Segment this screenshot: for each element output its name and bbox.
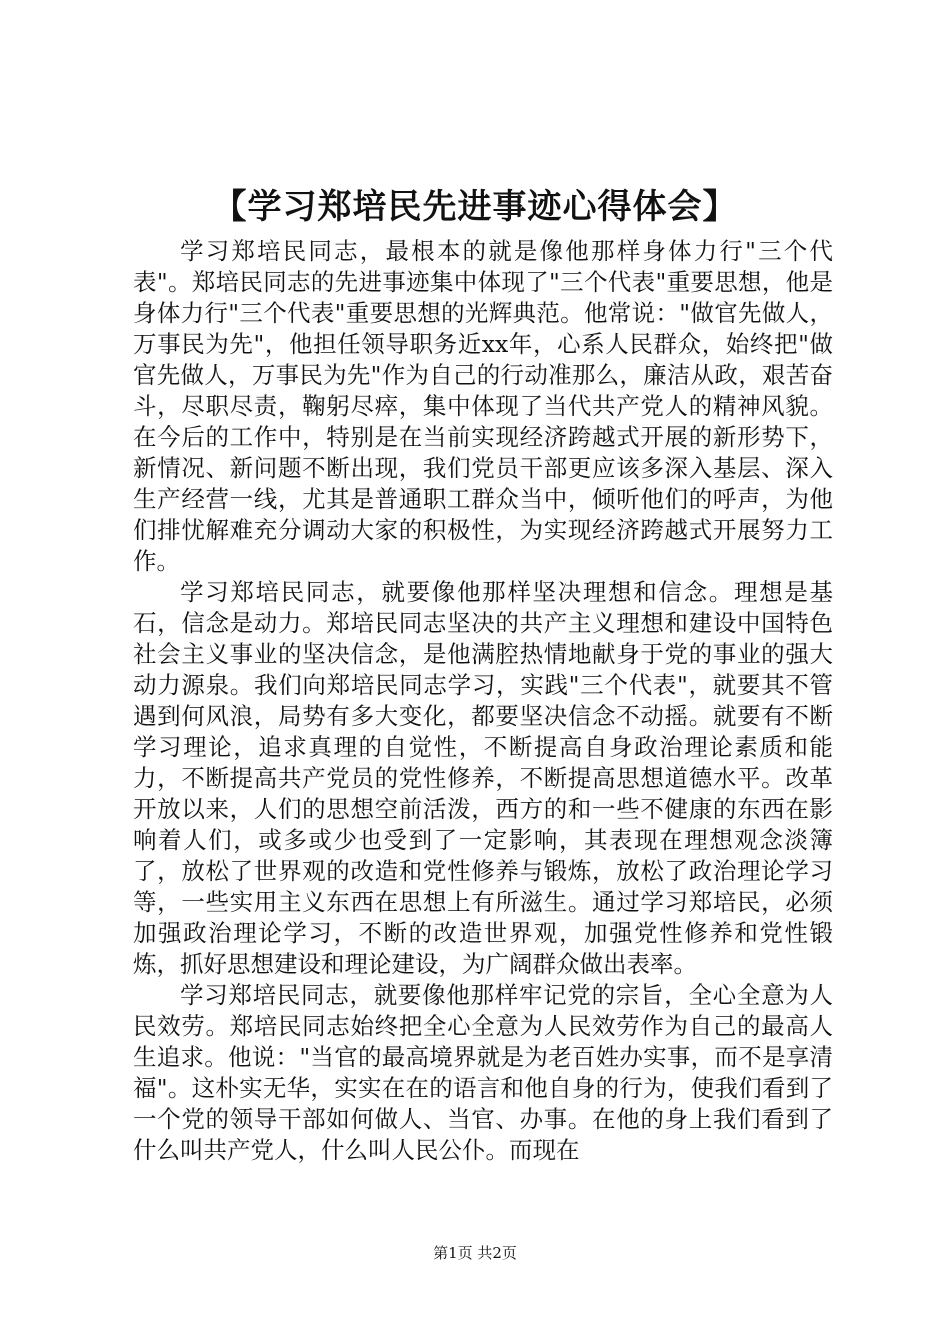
page-footer: 第1页 共2页 <box>433 1244 517 1262</box>
paragraph-2: 学习郑培民同志，就要像他那样坚决理想和信念。理想是基石，信念是动力。郑培民同志坚决的共产主义理想和建设中国特色社会主义事业的坚决信念，是他满腔热情地献身于党的事业的强大动力源泉。我们向郑培民同志学习，实践"三个代表"，就要其不管遇到何风浪，局势有多大变化，都要坚决信念不动摇。就要有不断学习理论，追求真理的自觉性，不断提高自身政治理论素质和能力，不断提高共产党员的党性修养，不断提高思想道德水平。改革开放以来，人们的思想空前活泼，西方的和一些不健康的东西在影响着人们，或多或少也受到了一定影响，其表现在理想观念淡簿了，放松了世界观的改造和党性修养与锻炼，放松了政治理论学习等，一些实用主义东西在思想上有所滋生。通过学习郑培民，必须加强政治理论学习，不断的改造世界观，加强党性修养和党性锻炼，抓好思想建设和理论建设，为广阔群众做出表率。 <box>133 578 833 978</box>
document-body <box>133 236 833 1166</box>
paragraph-1: 学习郑培民同志，最根本的就是像他那样身体力行"三个代表"。郑培民同志的先进事迹集中体现了"三个代表"重要思想，他是身体力行"三个代表"重要思想的光辉典范。他常说："做官先做人，万事民为先"，他担任领导职务近xx年，心系人民群众，始终把"做官先做人，万事民为先"作为自己的行动准那么，廉洁从政，艰苦奋斗，尽职尽责，鞠躬尽瘁，集中体现了当代共产党人的精神风貌。在今后的工作中，特别是在当前实现经济跨越式开展的新形势下，新情况、新问题不断出现，我们党员干部更应该多深入基层、深入生产经营一线，尤其是普通职工群众当中，倾听他们的呼声，为他们排忧解难充分调动大家的积极性，为实现经济跨越式开展努力工作。 <box>133 237 833 575</box>
paragraph-3: 学习郑培民同志，就要像他那样牢记党的宗旨，全心全意为人民效劳。郑培民同志始终把全心全意为人民效劳作为自己的最高人生追求。他说："当官的最高境界就是为老百姓办实事，而不是享清福"。这朴实无华，实实在在的语言和他自身的行为，使我们看到了一个党的领导干部如何做人、当官、办事。在他的身上我们看到了什么叫共产党人，什么叫人民公仆。而现在 <box>133 981 833 1164</box>
document-title: 【学习郑培民先进事迹心得体会】 <box>212 187 738 227</box>
